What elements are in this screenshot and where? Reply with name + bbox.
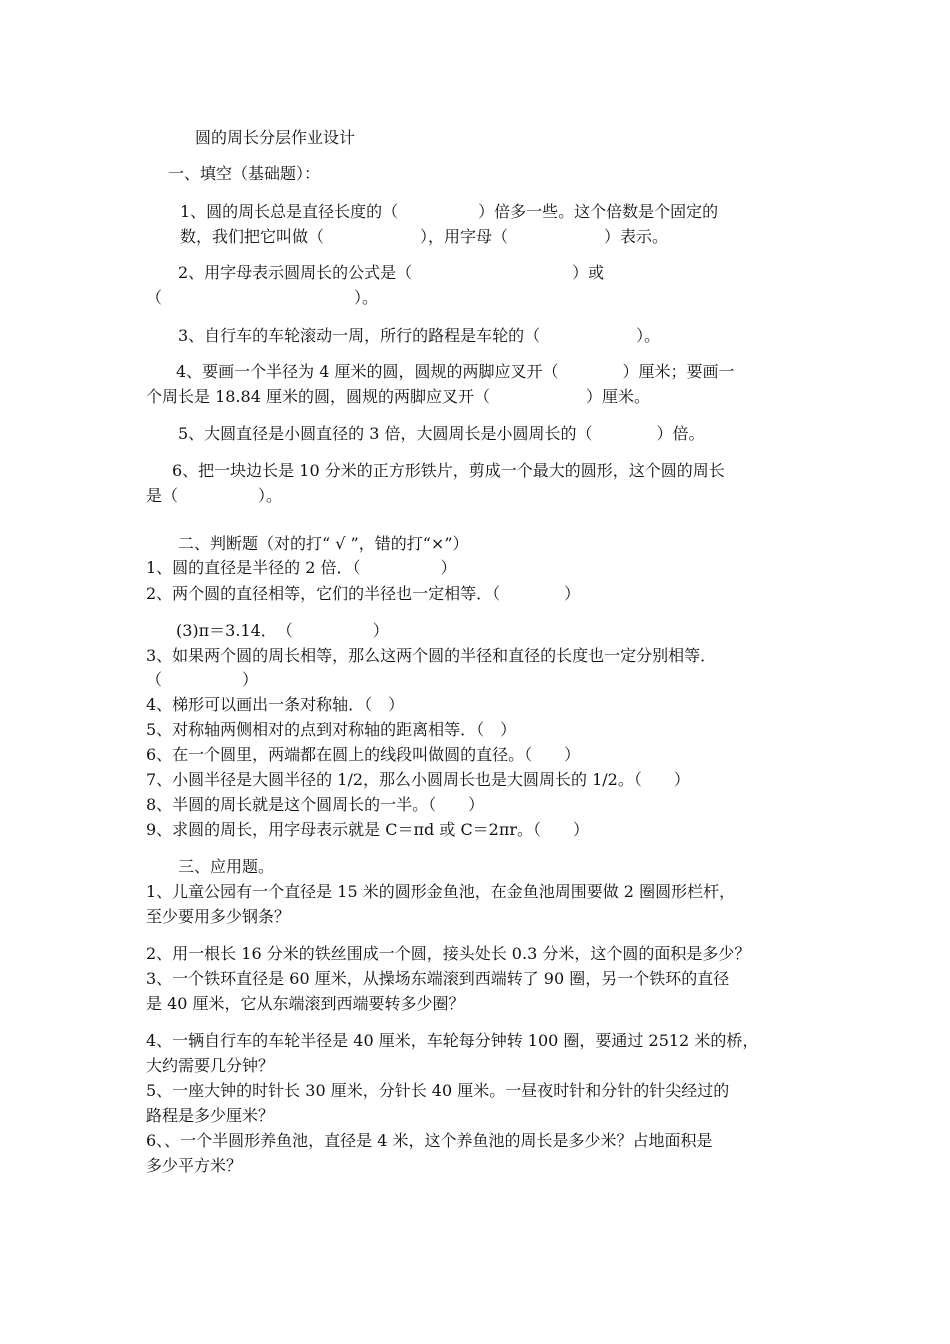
apply-q6-line1: 6、、一个半圆形养鱼池，直径是 4 米，这个养鱼池的周长是多少米？占地面积是 — [146, 1131, 713, 1150]
judge-q8: 8、半圆的周长就是这个圆周长的一半。（ ） — [146, 795, 485, 814]
section2-heading: 二、判断题（对的打“ √ ”，错的打“×”） — [178, 534, 469, 553]
fill-q2-line2: （ ）。 — [146, 288, 379, 307]
apply-q2: 2、用一根长 16 分米的铁丝围成一个圆，接头处长 0.3 分米，这个圆的面积是多少？ — [146, 944, 751, 963]
judge-q3-line2: （ ） — [146, 670, 259, 689]
judge-q6: 6、在一个圆里，两端都在圆上的线段叫做圆的直径。（ ） — [146, 745, 581, 764]
apply-q4-line1: 4、一辆自行车的车轮半径是 40 厘米，车轮每分钟转 100 圈，要通过 2512 米的桥， — [146, 1031, 759, 1050]
apply-q1-line1: 1、儿童公园有一个直径是 15 米的圆形金鱼池，在金鱼池周围要做 2 圈圆形栏杆， — [146, 882, 736, 901]
fill-q4-line1: 4、要画一个半径为 4 厘米的圆，圆规的两脚应叉开（ ）厘米；要画一 — [176, 362, 735, 381]
apply-q6-line2: 多少平方米？ — [146, 1156, 243, 1175]
section3-heading: 三、应用题。 — [178, 857, 275, 876]
judge-q2: 2、两个圆的直径相等，它们的半径也一定相等．（ ） — [146, 584, 581, 603]
judge-q1: 1、圆的直径是半径的 2 倍．（ ） — [146, 558, 457, 577]
apply-q3-line2: 是 40 厘米，它从东端滚到西端要转多少圈？ — [146, 994, 465, 1013]
judge-q9: 9、求圆的周长，用字母表示就是 C＝πd 或 C＝2πr。（ ） — [146, 820, 590, 839]
judge-q7: 7、小圆半径是大圆半径的 1/2，那么小圆周长也是大圆周长的 1/2。（ ） — [146, 770, 690, 789]
fill-q4-line2: 个周长是 18.84 厘米的圆，圆规的两脚应叉开（ ）厘米。 — [146, 387, 650, 406]
apply-q4-line2: 大约需要几分钟？ — [146, 1056, 275, 1075]
apply-q5-line2: 路程是多少厘米？ — [146, 1106, 275, 1125]
judge-q3-line1: 3、如果两个圆的周长相等，那么这两个圆的半径和直径的长度也一定分别相等． — [146, 646, 717, 665]
fill-q1-line2: 数，我们把它叫做（ ），用字母（ ）表示。 — [180, 227, 669, 246]
fill-q1-line1: 1、圆的周长总是直径长度的（ ）倍多一些。这个倍数是个固定的 — [180, 202, 719, 221]
fill-q3: 3、自行车的车轮滚动一周，所行的路程是车轮的（ ）。 — [178, 326, 661, 345]
apply-q1-line2: 至少要用多少钢条？ — [146, 907, 291, 926]
section1-heading: 一、填空（基础题）： — [168, 164, 321, 183]
judge-q5: 5、对称轴两侧相对的点到对称轴的距离相等．（ ） — [146, 720, 517, 739]
fill-q6-line1: 6、把一块边长是 10 分米的正方形铁片，剪成一个最大的圆形，这个圆的周长 — [172, 461, 725, 480]
fill-q5: 5、大圆直径是小圆直径的 3 倍，大圆周长是小圆周长的（ ）倍。 — [178, 424, 705, 443]
page-title: 圆的周长分层作业设计 — [195, 128, 356, 147]
judge-q4: 4、梯形可以画出一条对称轴．（ ） — [146, 695, 405, 714]
fill-q6-line2: 是（ ）。 — [146, 486, 283, 505]
apply-q5-line1: 5、一座大钟的时针长 30 厘米，分针长 40 厘米。一昼夜时针和分针的针尖经过的 — [146, 1081, 730, 1100]
fill-q2-line1: 2、用字母表示圆周长的公式是（ ）或 — [178, 263, 605, 282]
judge-q-pi: (3)π＝3.14． （ ） — [176, 621, 389, 640]
apply-q3-line1: 3、一个铁环直径是 60 厘米，从操场东端滚到西端转了 90 圈，另一个铁环的直径 — [146, 969, 730, 988]
